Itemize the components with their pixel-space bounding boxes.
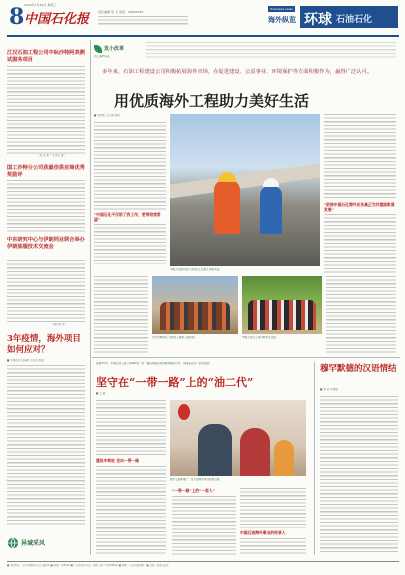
bottom-headline: 坚守在“一带一路”上的“油二代” xyxy=(96,376,254,389)
top-photo-3 xyxy=(242,276,322,334)
top-intro-text xyxy=(146,42,396,60)
worker-figure xyxy=(214,180,240,234)
bottom-col2 xyxy=(172,496,236,556)
top-col3-b xyxy=(324,214,396,274)
date-line: 2022年1月26日 星期三 xyxy=(24,3,57,7)
footer: ■ 本报地址：北京市朝阳区吉市口路9号 ■ 邮编：100020 ■ 广告经营许可证：京朝工商广字第0089号 ■ 印刷：人民日报印刷厂 ■ 每周一至周五出版 xyxy=(7,564,169,567)
globe-icon xyxy=(7,537,19,549)
bottom-subhead1: 建设中转站 走向一带一路 xyxy=(96,458,140,463)
bottom-intro: 疫情3年中，中国石油工程公司SKC在一带一路沿线国家持续推进服务合作，伴随着企业一步步发展。 xyxy=(96,362,212,365)
worker-figure-2 xyxy=(260,186,282,234)
hardhat-figure-2 xyxy=(263,178,279,187)
right-byline: ■ 向 浩 李向斌 xyxy=(320,388,338,391)
top-col3-a xyxy=(324,114,396,200)
story1-author: （郑 文 黄一飞 吴山 曹） xyxy=(37,154,67,157)
lead-paragraph: 多年来，石油工程建设公司积极拓展海外市场，在促进建设、公益事业、环境保护等方面积极作为，赢得广泛认可。 xyxy=(102,69,373,75)
hardhat-figure xyxy=(218,172,236,182)
footer-rule xyxy=(7,561,399,562)
masthead-rule xyxy=(7,35,399,37)
top-caption-2: 吉尔吉斯项目 当地员工参加工程培训。 xyxy=(152,336,197,339)
bottom-story xyxy=(92,360,312,560)
person-woman xyxy=(240,428,270,476)
story4-author: ■ 中国石化 张海林 王家乐 陈锋 xyxy=(7,359,44,362)
section-title: 环球 xyxy=(304,12,332,28)
top-subhead2: “助推中国石化海外业务真正为共建国家谋发展” xyxy=(324,202,395,212)
column-divider xyxy=(90,40,91,555)
leaf-icon xyxy=(94,45,102,53)
section-label: Overseas news xyxy=(270,7,293,11)
bottom-byline: ■ 王 磊 xyxy=(96,392,106,395)
bottom-subhead2: “一带一路”上的“一家人” xyxy=(172,488,215,493)
top-col1-a xyxy=(94,122,166,210)
person-child xyxy=(274,440,294,476)
top-col-bottom xyxy=(94,276,148,354)
right-body xyxy=(320,396,398,552)
bottom-col3-b xyxy=(240,538,306,556)
bottom-subhead3: 中国石油海外事业的传承人 xyxy=(240,530,286,535)
kicker: 员工海外风采 xyxy=(94,55,110,58)
top-subhead1: “中国石化不仅给了我工作，更带给我希望” xyxy=(94,212,161,222)
top-col1-b xyxy=(94,224,166,264)
right-column xyxy=(318,362,400,557)
top-byline: ■ 刘雪松 王小波 杨斌 xyxy=(94,114,120,117)
pipe-structure xyxy=(170,163,320,198)
story3-title: 中东研究中心与伊朗同业联合举办伊朗油服技术交流会 xyxy=(7,237,85,250)
bottom-photo xyxy=(170,400,306,476)
top-col-bottom-right xyxy=(326,276,396,354)
top-photo-2 xyxy=(152,276,238,334)
top-caption-3: 中国石化员工和当地学生合影。 xyxy=(242,336,279,339)
story2-body xyxy=(7,180,85,232)
column-logo xyxy=(7,536,51,550)
bottom-col3-a xyxy=(240,488,306,528)
bottom-col1-a xyxy=(96,400,166,456)
masthead-info-lines xyxy=(98,16,188,26)
section-cn: 海外纵览 xyxy=(268,16,296,24)
story1-title: 江汉石油工程公司中标沙特阿美测试服务项目 xyxy=(7,50,85,63)
story3-body xyxy=(7,260,85,322)
editor-line: 责任编辑 贺 飞 电话：59963765 xyxy=(98,10,144,14)
top-story xyxy=(92,38,400,356)
story-divider xyxy=(92,357,400,358)
top-headline: 用优质海外工程助力美好生活 xyxy=(114,92,310,110)
page-number: 8 xyxy=(9,4,25,30)
group-people xyxy=(160,302,230,330)
story3-author: （蒋全祥 张） xyxy=(51,323,68,326)
logo-text: 异域采风 xyxy=(21,540,46,547)
story4-title: 3年疫情，海外项目如何应对？ xyxy=(7,334,81,355)
students-group xyxy=(248,300,316,330)
person-man xyxy=(198,424,232,476)
story1-body xyxy=(7,66,85,154)
brand-label: 发小改革 xyxy=(104,46,125,52)
story4-body xyxy=(7,365,85,527)
story2-title: 国工沙特分公司获最佳供应商优秀奖励评 xyxy=(7,165,85,178)
paper-name: 中国石化报 xyxy=(24,12,90,27)
left-column xyxy=(7,40,87,555)
bottom-col1-b xyxy=(96,466,166,556)
top-caption-1: 中国石化建设者与当地员工在施工现场交流。 xyxy=(170,268,222,271)
masthead xyxy=(0,0,405,36)
bottom-caption: 图为王磊和妻子、女儿在海外项目驻地合影。 xyxy=(170,478,222,481)
right-divider xyxy=(314,362,315,555)
right-headline: 穆罕默德的汉语情结 xyxy=(320,364,397,374)
top-photo-main xyxy=(170,114,320,266)
section-title2: 石油石化 xyxy=(336,15,373,25)
lantern-decoration xyxy=(178,404,190,420)
